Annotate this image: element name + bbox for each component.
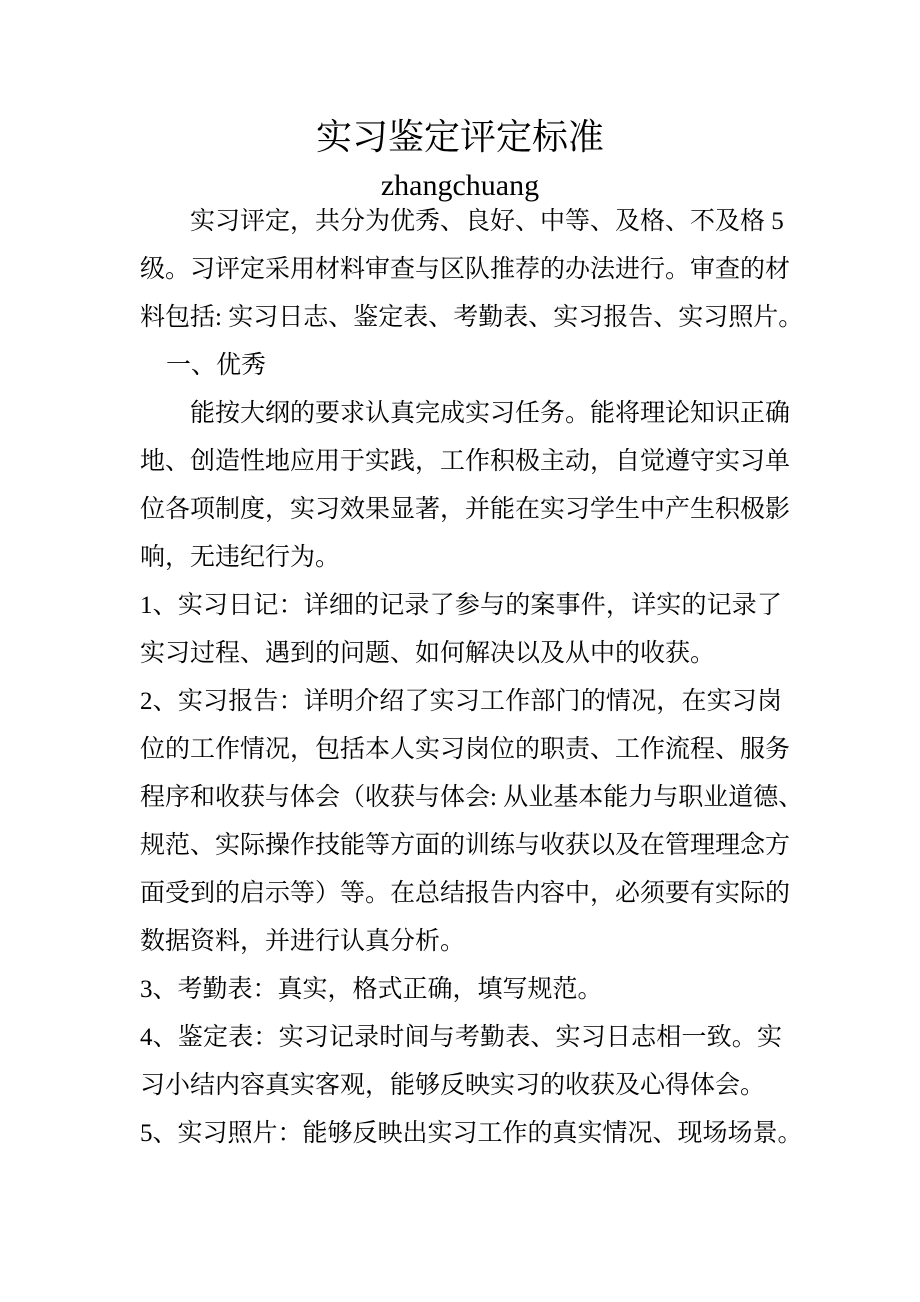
section-paragraph [140, 390, 791, 582]
text-line: 数据资料，并进行认真分析。 [140, 928, 466, 955]
list-item-attendance [140, 966, 782, 1014]
text-line: 4、鉴定表：实习记录时间与考勤表、实习日志相一致。实 [140, 1024, 782, 1051]
text-line: 料包括: 实习日志、鉴定表、考勤表、实习报告、实习照片。 [140, 304, 804, 331]
list-item-appraisal [140, 1014, 782, 1110]
text-line: 级。习评定采用材料审查与区队推荐的办法进行。审查的材 [140, 256, 791, 283]
text-line: 位的工作情况，包括本人实习岗位的职责、工作流程、服务 [140, 736, 791, 763]
text-line: 5、实习照片：能够反映出实习工作的真实情况、现场场景。 [140, 1120, 803, 1147]
list-item-report [140, 678, 804, 966]
list-item-diary [140, 582, 782, 678]
text-line: 1、实习日记：详细的记录了参与的案事件，详实的记录了 [140, 592, 782, 619]
text-line: 规范、实际操作技能等方面的训练与收获以及在管理理念方 [140, 832, 791, 859]
page-subtitle: zhangchuang [380, 169, 540, 202]
text-line: 响，无违纪行为。 [140, 544, 341, 571]
list-item-photos [140, 1110, 803, 1158]
text-line: 习小结内容真实客观，能够反映实习的收获及心得体会。 [140, 1072, 766, 1099]
text-line: 程序和收获与体会（收获与体会: 从业基本能力与职业道德、 [140, 784, 804, 811]
text-line: 3、考勤表：真实，格式正确，填写规范。 [140, 976, 603, 1003]
page-title: 实习鉴定评定标准 [315, 117, 604, 157]
section-heading: 一、优秀 [166, 352, 267, 379]
text-line: 实习评定，共分为优秀、良好、中等、及格、不及格 5 [190, 208, 784, 235]
text-line: 能按大纲的要求认真完成实习任务。能将理论知识正确 [190, 400, 791, 427]
text-line: 位各项制度，实习效果显著，并能在实习学生中产生积极影 [140, 496, 791, 523]
text-line: 面受到的启示等）等。在总结报告内容中，必须要有实际的 [140, 880, 791, 907]
text-line: 地、创造性地应用于实践，工作积极主动，自觉遵守实习单 [140, 448, 791, 475]
document-body [140, 198, 804, 1158]
text-line: 2、实习报告：详明介绍了实习工作部门的情况，在实习岗 [140, 688, 782, 715]
intro-paragraph [140, 198, 804, 342]
text-line: 实习过程、遇到的问题、如何解决以及从中的收获。 [140, 640, 716, 667]
